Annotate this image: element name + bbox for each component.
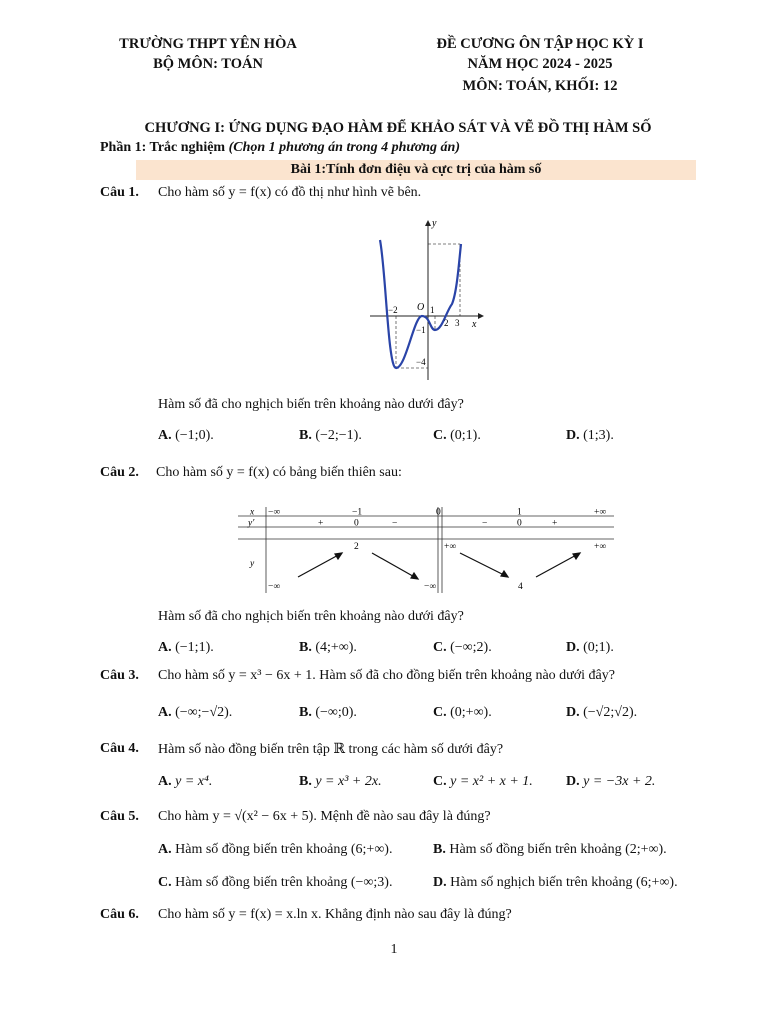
question-3-option-c[interactable] bbox=[433, 705, 492, 721]
option-text: (−1;0). bbox=[175, 428, 214, 443]
option-letter: D. bbox=[433, 875, 447, 890]
x-tick-3: 3 bbox=[455, 318, 460, 328]
question-2-prompt: Hàm số đã cho nghịch biến trên khoảng nào dưới đây? bbox=[158, 609, 464, 624]
question-4-option-c[interactable] bbox=[433, 774, 533, 790]
question-3-number: Câu 3. bbox=[100, 668, 139, 683]
question-4-option-d[interactable] bbox=[566, 774, 655, 790]
variation-arrows bbox=[298, 553, 580, 579]
x-value: −∞ bbox=[268, 507, 281, 518]
option-letter: A. bbox=[158, 428, 172, 443]
school-name: TRƯỜNG THPT YÊN HÒA bbox=[119, 36, 297, 52]
option-text: y = x³ + 2x. bbox=[315, 774, 382, 789]
question-1-option-c[interactable] bbox=[433, 428, 481, 444]
origin-label: O bbox=[417, 302, 425, 313]
question-2-option-a[interactable] bbox=[158, 640, 214, 656]
option-letter: D. bbox=[566, 428, 580, 443]
part-note: (Chọn 1 phương án trong 4 phương án) bbox=[228, 140, 460, 155]
option-letter: C. bbox=[433, 705, 447, 720]
x-value: +∞ bbox=[594, 507, 607, 518]
question-4-number: Câu 4. bbox=[100, 741, 139, 756]
question-2-option-d[interactable] bbox=[566, 640, 614, 656]
option-text: (−∞;2). bbox=[450, 640, 492, 655]
x-tick-2: 2 bbox=[444, 318, 449, 328]
sign: − bbox=[482, 518, 488, 529]
question-1-option-b[interactable] bbox=[299, 428, 362, 444]
option-letter: B. bbox=[299, 428, 312, 443]
question-4-option-a[interactable] bbox=[158, 774, 212, 790]
option-text: (0;+∞). bbox=[450, 705, 492, 720]
question-2-number: Câu 2. bbox=[100, 465, 139, 480]
y-value: 2 bbox=[354, 542, 359, 552]
document-title: ĐỀ CƯƠNG ÔN TẬP HỌC KỲ I bbox=[436, 36, 644, 52]
option-letter: A. bbox=[158, 640, 172, 655]
x-axis-label: x bbox=[472, 319, 477, 330]
y-value: −∞ bbox=[424, 582, 437, 592]
question-6-number: Câu 6. bbox=[100, 907, 139, 922]
y-tick-minus-4: −4 bbox=[416, 357, 426, 367]
part-heading bbox=[100, 140, 460, 156]
y-value: −∞ bbox=[268, 582, 281, 592]
option-letter: D. bbox=[566, 774, 580, 789]
x-value: −1 bbox=[352, 507, 363, 518]
question-5-text: Cho hàm y = √(x² − 6x + 5). Mệnh đề nào sau đây là đúng? bbox=[158, 809, 491, 824]
option-letter: B. bbox=[299, 774, 312, 789]
variation-table bbox=[238, 505, 614, 595]
option-text: (−∞;0). bbox=[315, 705, 357, 720]
y-value: +∞ bbox=[594, 542, 607, 552]
sign: + bbox=[552, 518, 558, 529]
question-3-option-d[interactable] bbox=[566, 705, 637, 721]
question-1-text: Cho hàm số y = f(x) có đồ thị như hình vẽ bên. bbox=[158, 185, 422, 200]
option-text: Hàm số đồng biến trên khoảng (−∞;3). bbox=[175, 875, 393, 890]
option-letter: B. bbox=[433, 842, 446, 857]
sign: 0 bbox=[517, 518, 522, 529]
option-text: (−1;1). bbox=[175, 640, 214, 655]
school-year: NĂM HỌC 2024 - 2025 bbox=[467, 56, 613, 72]
option-letter: C. bbox=[433, 774, 447, 789]
row-label-y-prime: y′ bbox=[248, 518, 255, 529]
row-label-y: y bbox=[250, 559, 255, 569]
department-name: BỘ MÔN: TOÁN bbox=[153, 56, 263, 72]
option-text: (1;3). bbox=[583, 428, 614, 443]
subject-grade: MÔN: TOÁN, KHỐI: 12 bbox=[462, 78, 618, 94]
question-2-option-b[interactable] bbox=[299, 640, 357, 656]
page-number: 1 bbox=[390, 942, 398, 957]
x-axis-arrow-icon bbox=[478, 313, 484, 319]
question-1-option-a[interactable] bbox=[158, 428, 214, 444]
option-letter: C. bbox=[158, 875, 172, 890]
question-1-number: Câu 1. bbox=[100, 185, 139, 200]
option-letter: C. bbox=[433, 428, 447, 443]
y-axis-label: y bbox=[432, 218, 437, 229]
option-letter: C. bbox=[433, 640, 447, 655]
x-value: 1 bbox=[517, 507, 522, 518]
option-letter: B. bbox=[299, 640, 312, 655]
question-2-text: Cho hàm số y = f(x) có bảng biến thiên sau: bbox=[156, 465, 402, 480]
sign: 0 bbox=[354, 518, 359, 529]
option-letter: A. bbox=[158, 705, 172, 720]
question-6-text: Cho hàm số y = f(x) = x.ln x. Khẳng định nào sau đây là đúng? bbox=[158, 907, 512, 922]
option-text: Hàm số đồng biến trên khoảng (2;+∞). bbox=[449, 842, 667, 857]
option-letter: D. bbox=[566, 640, 580, 655]
option-text: (−∞;−√2). bbox=[175, 705, 233, 720]
y-axis-arrow-icon bbox=[425, 220, 431, 226]
option-text: y = x⁴. bbox=[175, 774, 213, 789]
option-text: Hàm số đồng biến trên khoảng (6;+∞). bbox=[175, 842, 393, 857]
function-graph bbox=[360, 212, 490, 384]
question-3-option-a[interactable] bbox=[158, 705, 232, 721]
question-5-option-c[interactable] bbox=[158, 875, 392, 891]
y-tick-minus-1: −1 bbox=[416, 325, 426, 335]
option-text: Hàm số nghịch biến trên khoảng (6;+∞). bbox=[450, 875, 678, 890]
question-5-option-d[interactable] bbox=[433, 875, 678, 891]
question-5-number: Câu 5. bbox=[100, 809, 139, 824]
option-letter: A. bbox=[158, 842, 172, 857]
option-text: y = −3x + 2. bbox=[583, 774, 656, 789]
option-letter: B. bbox=[299, 705, 312, 720]
question-1-prompt: Hàm số đã cho nghịch biến trên khoảng nào dưới đây? bbox=[158, 397, 464, 412]
option-text: (−2;−1). bbox=[315, 428, 362, 443]
option-letter: D. bbox=[566, 705, 580, 720]
question-1-option-d[interactable] bbox=[566, 428, 614, 444]
question-5-option-a[interactable] bbox=[158, 842, 392, 858]
chapter-title: CHƯƠNG I: ỨNG DỤNG ĐẠO HÀM ĐỂ KHẢO SÁT VÀ VẼ ĐỒ THỊ HÀM SỐ bbox=[144, 120, 652, 136]
option-text: (−√2;√2). bbox=[583, 705, 638, 720]
part-label: Phần 1: Trắc nghiệm bbox=[100, 140, 226, 155]
option-text: (0;1). bbox=[583, 640, 614, 655]
sign: + bbox=[318, 518, 324, 529]
x-value: 0 bbox=[436, 507, 441, 518]
question-4-option-b[interactable] bbox=[299, 774, 382, 790]
lesson-banner: Bài 1:Tính đơn điệu và cực trị của hàm số bbox=[136, 160, 696, 180]
row-label-x: x bbox=[250, 507, 255, 518]
option-letter: A. bbox=[158, 774, 172, 789]
question-4-text: Hàm số nào đồng biến trên tập ℝ trong các hàm số dưới đây? bbox=[158, 742, 504, 757]
sign: − bbox=[392, 518, 398, 529]
y-value: +∞ bbox=[444, 542, 457, 552]
option-text: (0;1). bbox=[450, 428, 481, 443]
question-2-option-c[interactable] bbox=[433, 640, 492, 656]
question-3-option-b[interactable] bbox=[299, 705, 357, 721]
question-5-option-b[interactable] bbox=[433, 842, 667, 858]
x-tick-1: 1 bbox=[430, 305, 435, 315]
option-text: y = x² + x + 1. bbox=[450, 774, 533, 789]
option-text: (4;+∞). bbox=[315, 640, 357, 655]
question-3-text: Cho hàm số y = x³ − 6x + 1. Hàm số đã cho đồng biến trên khoảng nào dưới đây? bbox=[158, 668, 615, 683]
y-value: 4 bbox=[518, 582, 523, 592]
x-tick-minus-2: −2 bbox=[388, 305, 398, 315]
